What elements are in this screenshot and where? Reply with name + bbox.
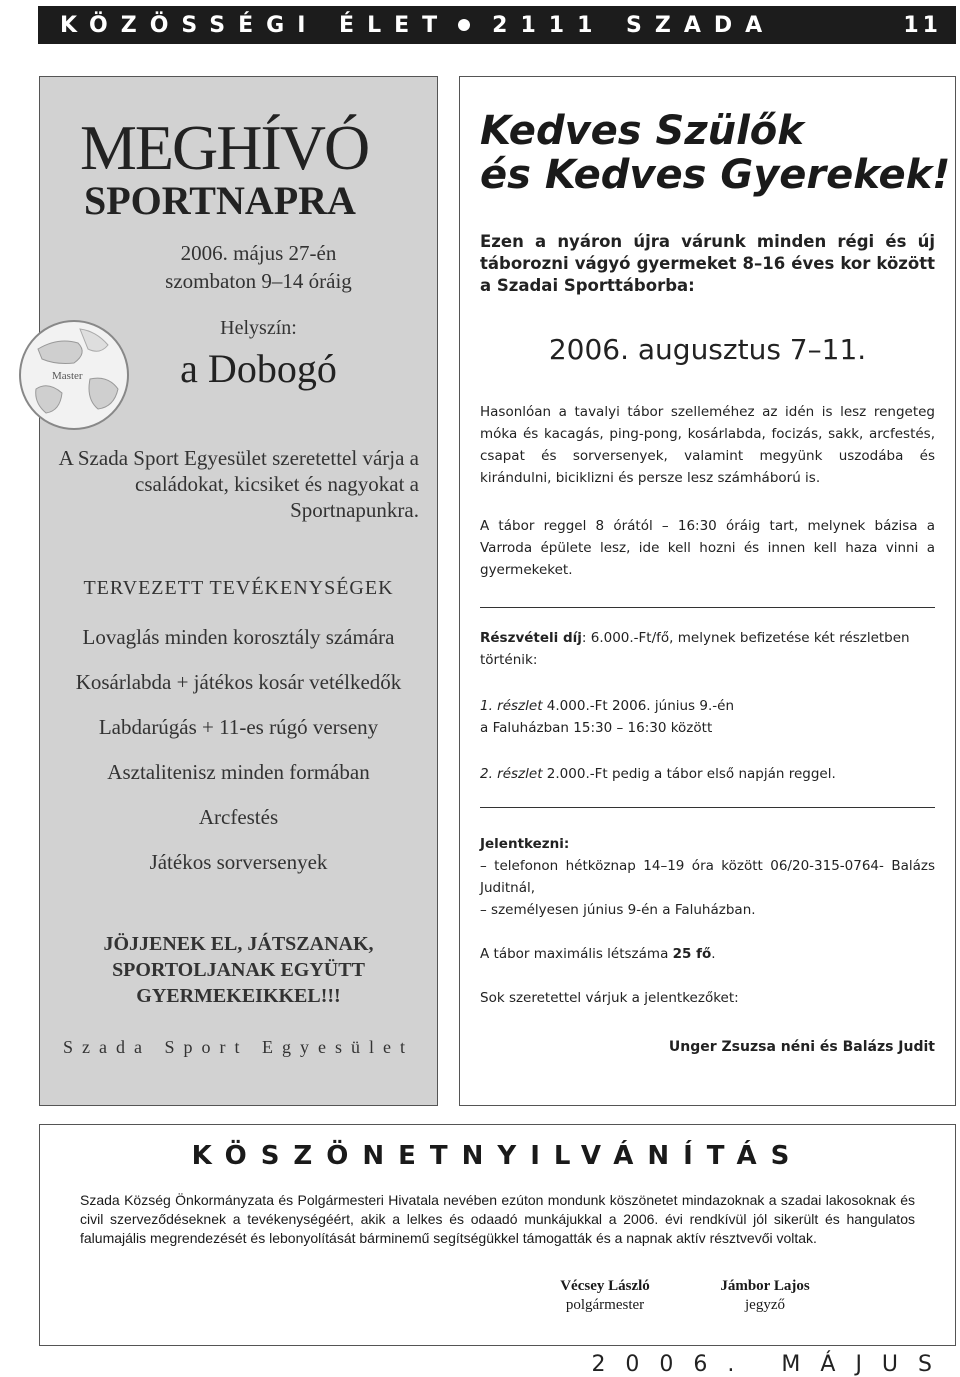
call-line: GYERMEKEIKKEL!!!	[136, 985, 341, 1007]
page-header	[38, 6, 956, 44]
max-end: .	[711, 946, 716, 962]
camp-panel	[459, 76, 956, 1106]
signer-1	[520, 1277, 690, 1315]
fee-text: : 6.000.-Ft/fő, melynek befizetése két részletben történik:	[480, 630, 910, 668]
activity-item: Arcfestés	[198, 805, 279, 829]
invitation-panel	[39, 76, 438, 1106]
installment-1-label: 1. részlet	[480, 698, 543, 714]
camp-description: Hasonlóan a tavalyi tábor szelleméhez az idén is lesz rengeteg móka és kacagás, ping-pong, kosárlabda, focizás, sakk, arcfestés, csapat és sorversenyek, valamint megyünk uszodába és kirándulni, biciklizni és persze lesz számháború is.	[480, 404, 935, 486]
installment-2-label: 2. részlet	[480, 766, 543, 782]
camp-title	[480, 109, 950, 197]
installment-1	[480, 695, 935, 739]
thanks-box	[39, 1124, 956, 1346]
call-line: JÖJJENEK EL, JÁTSZANAK,	[103, 933, 374, 955]
closing-line: Sok szeretettel várjuk a jelentkezőket:	[480, 990, 739, 1006]
activities-list	[40, 625, 437, 895]
camp-title-line: és Kedves Gyerekek!	[480, 152, 951, 198]
activity-item: Játékos sorversenyek	[149, 850, 328, 874]
max-value: 25 fő	[672, 946, 712, 962]
signer-2-role: jegyző	[745, 1297, 785, 1313]
location-title: 2111 SZADA	[492, 12, 776, 38]
installment-1-amount: 4.000.-Ft 2006. június 9.-én	[542, 698, 734, 714]
invitation-intro: A Szada Sport Egyesület szeretettel várja a családokat, kicsiket és nagyokat a Sportnapunkra.	[58, 446, 419, 522]
activity-item: Kosárlabda + játékos kosár vetélkedők	[75, 670, 402, 694]
installment-1-place: a Faluházban 15:30 – 16:30 között	[480, 720, 713, 736]
camp-intro: Ezen a nyáron újra várunk minden régi és új táborozni vágyó gyermeket 8–16 éves kor között a Szadai Sporttáborba:	[480, 232, 935, 295]
signer-1-name: Vécsey László	[560, 1278, 650, 1294]
event-date	[80, 239, 437, 295]
invitation-title: MEGHÍVÓ	[80, 112, 369, 183]
call-to-action	[40, 931, 437, 1009]
apply-person: – személyesen június 9-én a Faluházban.	[480, 902, 756, 918]
issue-date-footer: 2006. MÁJUS	[591, 1352, 952, 1377]
activities-heading: TERVEZETT TEVÉKENYSÉGEK	[83, 577, 394, 599]
max-text: A tábor maximális létszáma	[480, 946, 673, 962]
activity-item: Labdarúgás + 11-es rúgó verseny	[98, 715, 379, 739]
apply-phone: – telefonon hétköznap 14–19 óra között 06/20-315-0764- Balázs Juditnál,	[480, 858, 935, 896]
invitation-signature: Szada Sport Egyesület	[63, 1037, 414, 1057]
max-capacity	[480, 943, 935, 965]
divider	[480, 607, 935, 608]
bullet-dot-icon	[458, 19, 470, 31]
signer-2	[690, 1277, 840, 1315]
thanks-title: KÖSZÖNETNYILVÁNÍTÁS	[191, 1141, 804, 1171]
camp-signature: Unger Zsuzsa néni és Balázs Judit	[668, 1039, 935, 1055]
event-time-line: szombaton 9–14 óráig	[165, 269, 352, 293]
fee-info	[480, 627, 935, 671]
venue-label: Helyszín:	[220, 317, 297, 339]
camp-title-line: Kedves Szülők	[480, 108, 804, 154]
venue-name: a Dobogó	[180, 346, 337, 391]
fee-label: Részvételi díj	[480, 630, 582, 646]
camp-dates: 2006. augusztus 7–11.	[548, 333, 867, 366]
invitation-subtitle: SPORTNAPRA	[84, 178, 356, 223]
page-number: 11	[903, 12, 942, 38]
thanks-body: Szada Község Önkormányzata és Polgármesteri Hivatala nevében ezúton mondunk köszönetet mindazoknak a szadai lakosoknak és civil szerveződéseknek a tevékenységéért, akik a lelkes és odaadó munkájukkal a 2006. évi rendkívül jól sikerült és hangulatos falumajális megrendezését és lebonyolítását bárminemű segítségükkel támogatták és a napnak aktív résztvevői voltak.	[80, 1192, 915, 1246]
ball-brand-label: Master	[52, 370, 83, 382]
apply-heading: Jelentkezni:	[480, 836, 570, 852]
installment-2	[480, 763, 935, 785]
divider	[480, 807, 935, 808]
signer-1-role: polgármester	[565, 1297, 645, 1313]
section-title: KÖZÖSSÉGI ÉLET	[60, 12, 451, 38]
camp-schedule: A tábor reggel 8 órától – 16:30 óráig tart, melynek bázisa a Varroda épülete lesz, ide kell hozni és innen kell haza vinni a gyermekeket.	[480, 518, 935, 578]
activity-item: Asztalitenisz minden formában	[107, 760, 370, 784]
event-date-line: 2006. május 27-én	[180, 241, 337, 265]
call-line: SPORTOLJANAK EGYÜTT	[112, 959, 365, 981]
apply-label	[480, 833, 935, 855]
activity-item: Lovaglás minden korosztály számára	[82, 625, 395, 649]
signer-2-name: Jámbor Lajos	[720, 1278, 810, 1294]
installment-2-text: 2.000.-Ft pedig a tábor első napján reggel.	[542, 766, 836, 782]
